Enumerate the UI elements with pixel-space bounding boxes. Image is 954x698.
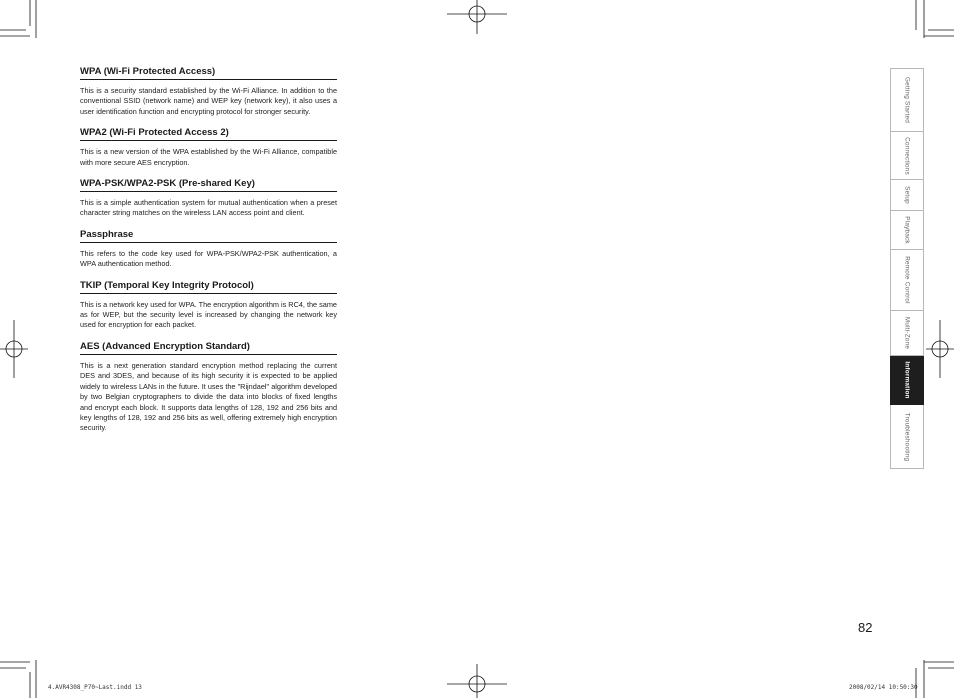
chapter-tabs [890,68,924,469]
tab-getting-started[interactable]: Getting Started [890,69,924,132]
glossary-entry-wpa2 [80,127,337,168]
glossary-entry-passphrase [80,229,337,270]
entry-body: This is a simple authentication system for mutual authentication when a preset character string matches on the wireless LAN access point and client. [80,198,337,218]
entry-body: This is a security standard established by the Wi-Fi Alliance. In addition to the conventional SSID (network name) and WEP key (network key), it also uses a user identification function and encrypting protocol for stronger security. [80,86,337,116]
entry-heading: Passphrase [80,229,337,243]
glossary-content [80,66,337,444]
tab-information[interactable]: Information [890,356,924,405]
tab-remote-control[interactable]: Remote Control [890,250,924,311]
tab-multi-zone[interactable]: Multi-Zone [890,311,924,356]
page-number: 82 [858,620,873,635]
glossary-entry-wpa-psk [80,178,337,219]
entry-body: This is a network key used for WPA. The encryption algorithm is RC4, the same as for WEP, but the security level is increased by changing the network key used for encryption for each packet. [80,299,337,330]
glossary-entry-tkip [80,280,337,331]
glossary-entry-wpa [80,66,337,117]
entry-heading: WPA2 (Wi-Fi Protected Access 2) [80,127,337,141]
entry-body: This refers to the code key used for WPA-PSK/WPA2-PSK authentication, a WPA authentication method. [80,248,337,269]
tab-playback[interactable]: Playback [890,211,924,250]
entry-heading: WPA-PSK/WPA2-PSK (Pre-shared Key) [80,178,337,192]
entry-body: This is a next generation standard encryption method replacing the current DES and 3DES, and because of its high security it is expected to be applied widely to wireless LANs in the future. It uses the "Rijndael" algorithm developed by two Belgian cryptographers to divide the data into blocks of fixed lengths and encrypt each block. It supports data lengths of 128, 192 and 256 bits and key lengths of 128, 192 and 256 bits as well, offering extremely high encryption security. [80,360,337,433]
tab-troubleshooting[interactable]: Troubleshooting [890,405,924,469]
entry-heading: AES (Advanced Encryption Standard) [80,341,337,355]
entry-heading: TKIP (Temporal Key Integrity Protocol) [80,280,337,294]
glossary-entry-aes [80,341,337,434]
footer-file-slug: 4.AVR4308_P70~Last.indd 13 [48,684,142,691]
entry-body: This is a new version of the WPA established by the Wi-Fi Alliance, compatible with more secure AES encryption. [80,147,337,167]
tab-setup[interactable]: Setup [890,180,924,211]
footer-datetime-slug: 2008/02/14 10:50:30 [849,684,918,691]
tab-connections[interactable]: Connections [890,132,924,180]
entry-heading: WPA (Wi-Fi Protected Access) [80,66,337,80]
